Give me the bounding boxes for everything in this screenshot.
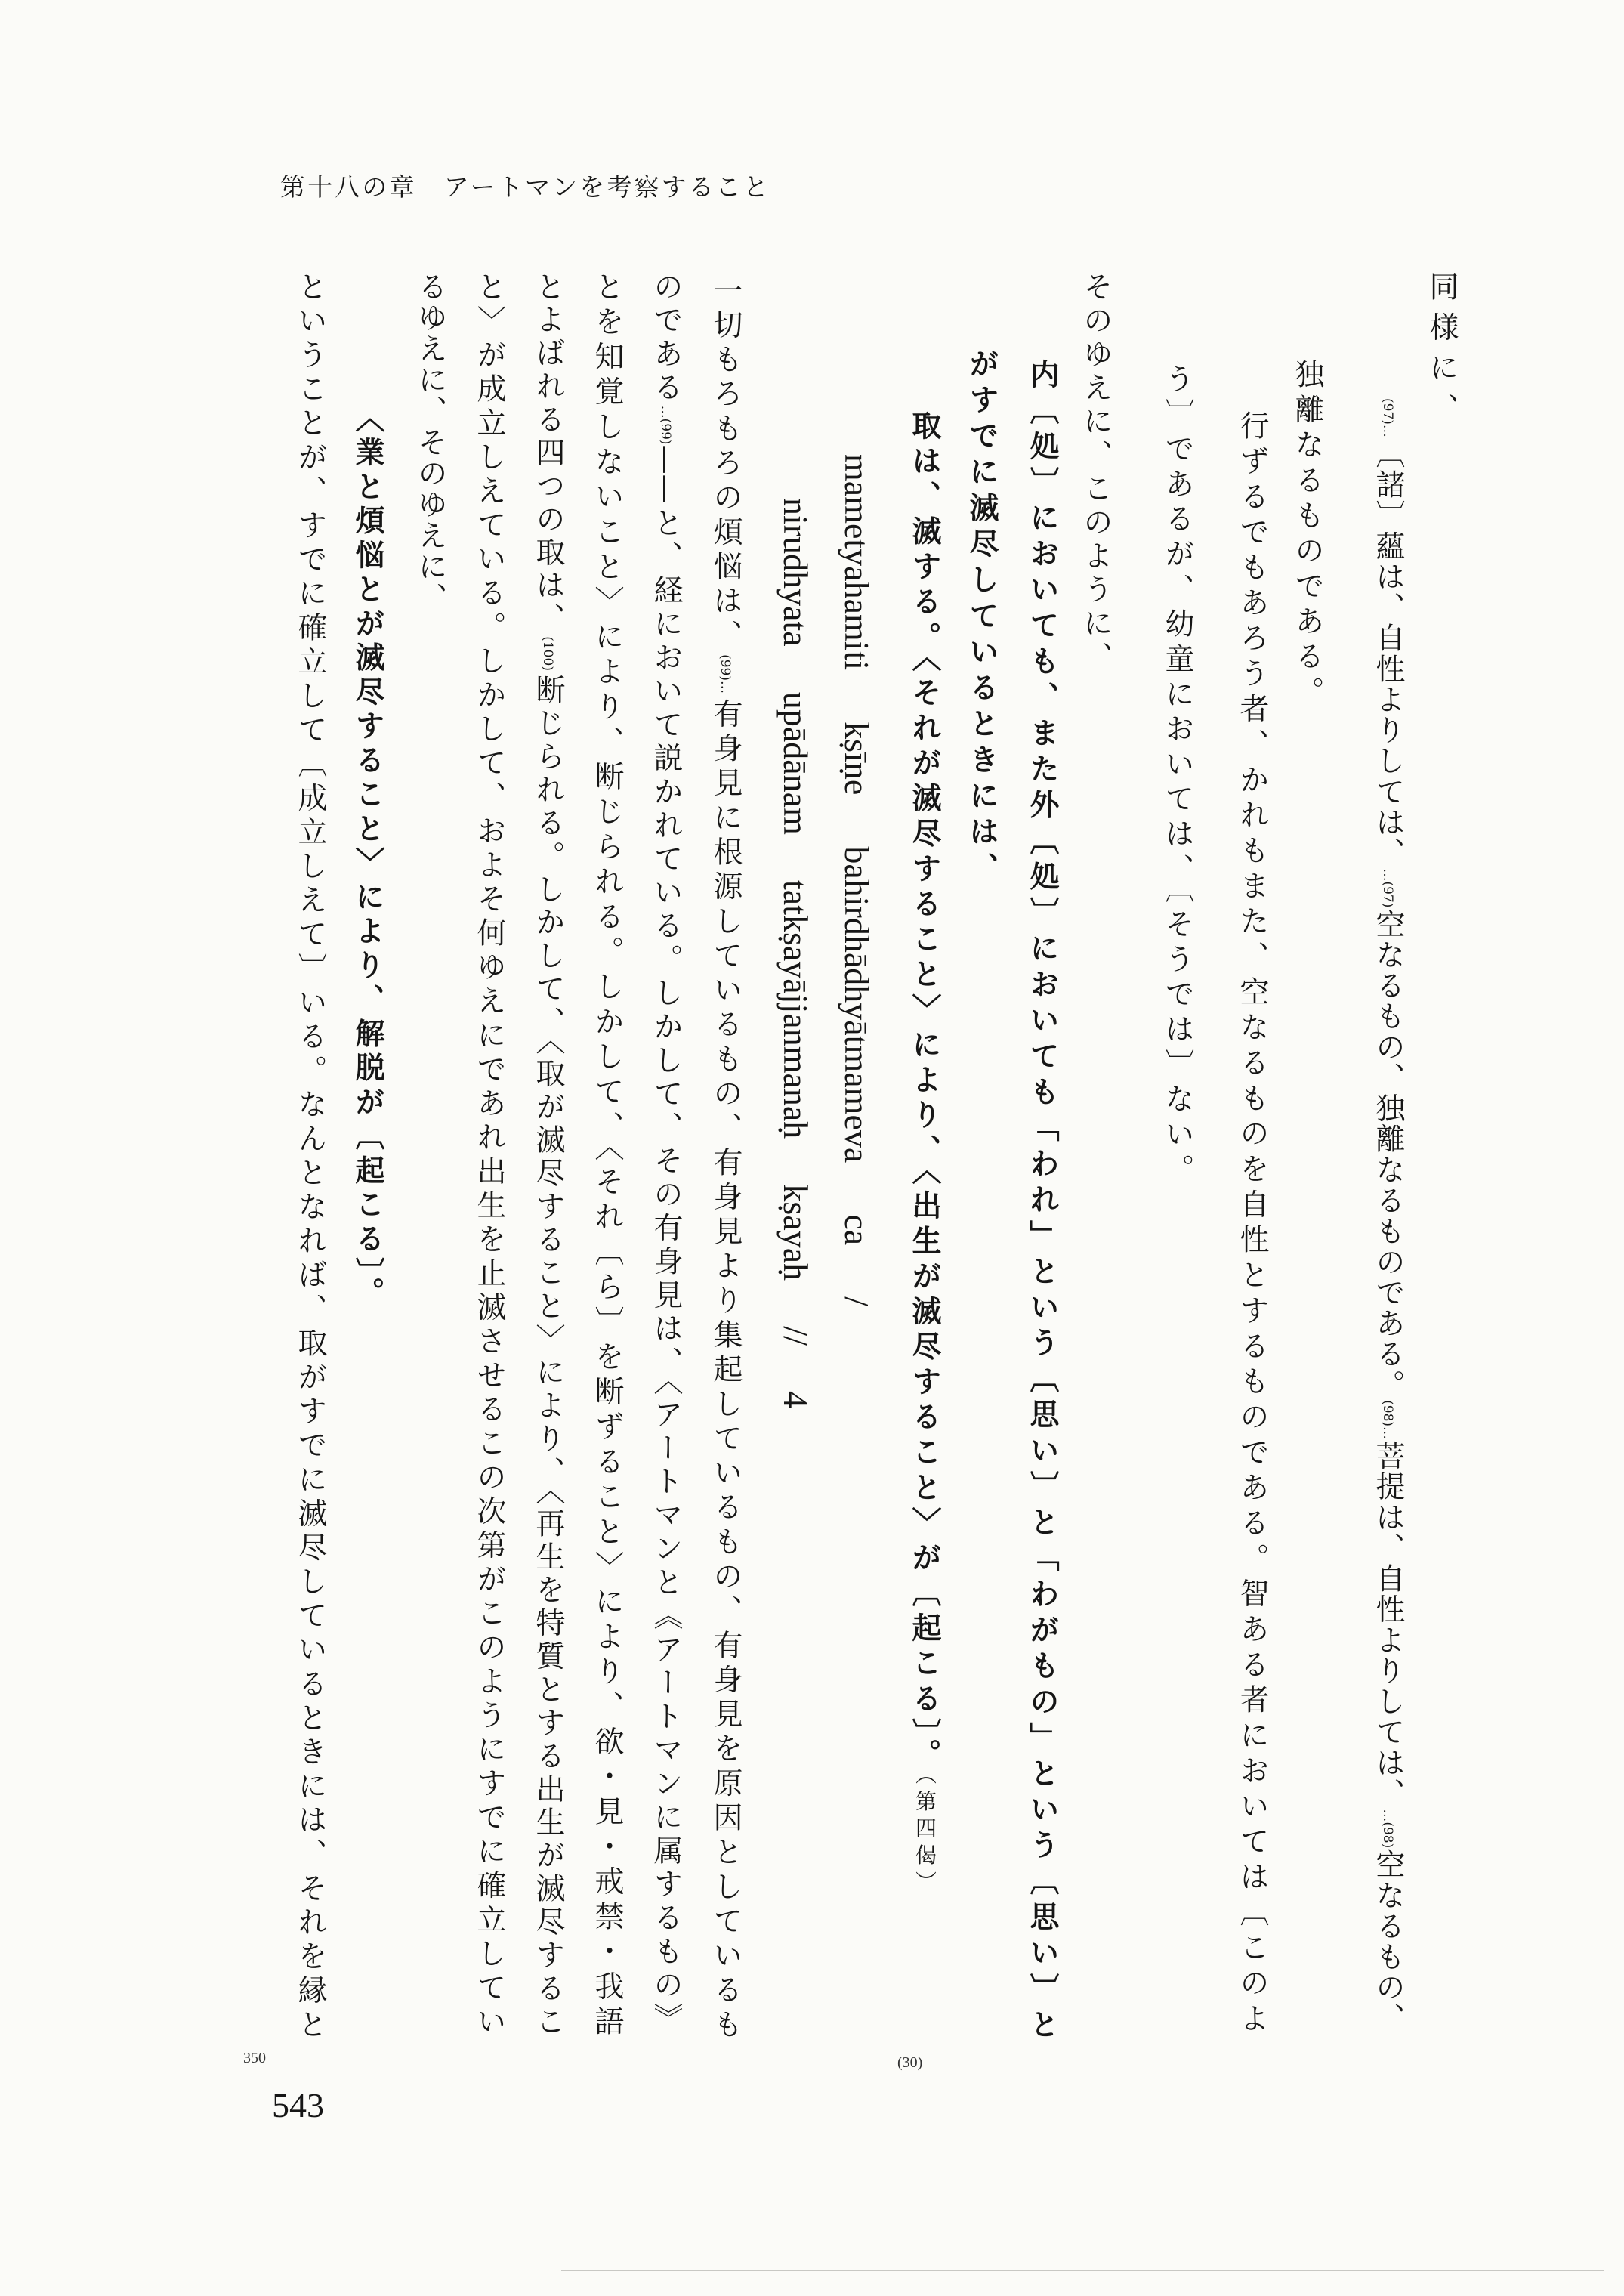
text-run: 空なるもの、 [1371,1848,1405,2032]
text-run: とを知覚しないこと〉により、断じられる。しかして、〈それ〔ら〕を断ずること〉により、欲・見・戒禁・我語 [590,271,624,2035]
footnote-marker: …(98) [1380,1809,1395,1849]
text-run: とよばれる四つの取は、 [531,271,565,637]
sanskrit-text: nirudhyata upādānam tatkṣayājjanmanaḥ kṣayaḥ // 4 [776,498,815,1408]
text-run: 一切もろもろの煩悩は、 [709,275,743,655]
margin-mark: (30) [897,2054,923,2071]
prose-column [704,275,746,2038]
prose-column [468,271,510,2035]
quoted-passage-column [1156,363,1198,1183]
text-run: 〔諸〕蘊は、自性よりしては、 [1371,437,1405,869]
verse-text: がすでに滅尽しているときには、 [965,348,999,882]
text-run: う〕であるが、幼童においては、〔そうでは〕ない。 [1160,363,1194,1183]
running-header: 第十八の章 アートマンを考察すること [280,172,768,202]
verse-column [347,403,389,1306]
verse-column [903,410,946,1892]
text-run: るゆえに、そのゆえに、 [413,271,447,612]
text-run: ということが、すでに確立して〔成立しえて〕いる。なんとなれば、取がすでに滅尽しているときには、それを縁と [293,271,327,2038]
text-run: 空なるもの、独離なるものである。 [1371,907,1405,1401]
footnote-marker: …(97) [1380,868,1395,908]
footnote-marker: (99)… [718,654,733,694]
text-run: 行ずるでもあろう者、かれもまた、空なるものを自性とするものである。智ある者においては〔このよ [1235,410,1269,2032]
verse-text: 内〔処〕においても、また外〔処〕においても「われ」という〔思い〕と「わがもの」という〔思い〕と [1025,359,1060,2038]
prose-column [1074,271,1116,671]
sanskrit-verse-column [835,454,878,1306]
verse-number-label: （第四偈） [912,1773,937,1892]
text-run: ——と、経において説かれている。しかして、その有身見は、〈アートマンと《アートマンに属するもの》 [649,444,683,2032]
footnote-marker: …(99) [658,405,673,445]
prose-column [526,271,569,2035]
text-run: そのゆえに、このように、 [1079,271,1113,671]
text-run: 断じられる。しかして、〈取が滅尽すること〉により、〈再生を特質とする出生が滅尽するこ [531,670,565,2035]
text-run: 独離なるものである。 [1290,359,1324,706]
text-run: 有身見に根源しているもの、有身見より集起しているもの、有身見を原因としているも [709,693,743,2038]
sanskrit-verse-column [774,498,817,1408]
prose-column [1420,271,1462,422]
footnote-marker: (100) [540,636,555,671]
text-run: と〉が成立しえている。しかして、およそ何ゆえにであれ出生を止滅させるこの次第がこのようにすでに確立してい [472,271,506,2035]
prose-column [409,271,451,612]
verse-text: 取は、滅する。〈それが滅尽すること〉により、〈出生が滅尽すること〉が〔起こる〕。 [907,410,942,1774]
text-run: 菩提は、自性よりしては、 [1371,1439,1405,1809]
prose-column [289,271,331,2038]
margin-mark: 350 [243,2050,266,2066]
footnote-marker: (98)… [1380,1400,1395,1440]
page-edge-line [561,2270,1604,2271]
verse-text: 〈業と煩悩とが滅尽すること〉により、解脱が〔起こる〕。 [350,403,385,1306]
text-run: 同様に、 [1425,271,1459,422]
quoted-passage-column [1230,410,1273,2032]
verse-column [1021,359,1064,2038]
sanskrit-text: mametyahamiti kṣīṇe bahirdhādhyātmameva ca / [838,454,876,1306]
page-number: 543 [272,2086,324,2124]
text-run: のである [649,271,683,406]
prose-column [644,271,687,2032]
verse-column [961,348,1003,882]
prose-column [585,271,628,2035]
quoted-passage-column [1366,398,1409,2032]
quoted-passage-column [1286,359,1328,706]
footnote-marker: (97)… [1380,398,1395,437]
